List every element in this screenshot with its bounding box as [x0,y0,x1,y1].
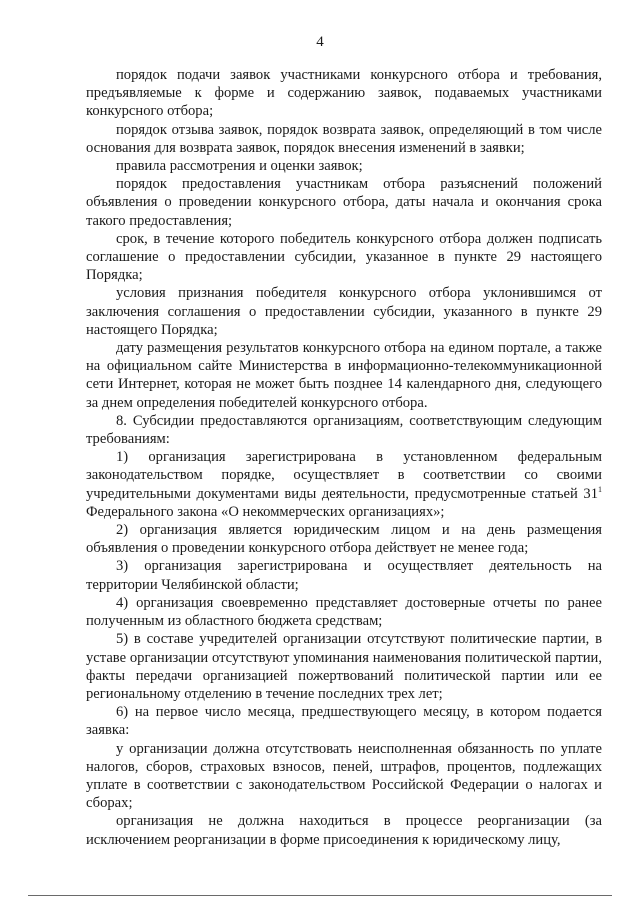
paragraph: условия признания победителя конкурсного отбора уклонившимся от заключения соглашения о предоставлении субсидии, указанного в пункте 29 настоящего Порядка; [86,285,602,338]
paragraph: 8. Субсидии предоставляются организациям, соответствующим следующим требованиям: [86,412,602,448]
requirement-6: 6) на первое число месяца, предшествующего месяцу, в котором подается заявка: [86,704,602,739]
requirement-1-text: 1) организация зарегистрирована в установленном федеральным законодательством порядке, осуществляет в соответствии со своими учредительными документами виды деятельности, предусмотренные статьей 31 [86,449,602,502]
paragraph: организация не должна находиться в процессе реорганизации (за исключением реорганизации в форме присоединения к юридическому лицу, [86,813,602,848]
superscript: 1 [598,484,602,494]
requirement-2: 2) организация является юридическим лицом и на день размещения объявления о проведении конкурсного отбора действует не менее года; [86,522,602,557]
requirement-4: 4) организация своевременно представляет достоверные отчеты по ранее полученным из областного бюджета средствам; [86,594,602,630]
document-body [86,66,602,849]
requirement-3: 3) организация зарегистрирована и осуществляет деятельность на территории Челябинской области; [86,558,602,593]
paragraph: у организации должна отсутствовать неисполненная обязанность по уплате налогов, сборов, страховых взносов, пеней, штрафов, процентов, подлежащих уплате в соответствии с законодательством Российской Федерации о налогах и сборах; [86,740,602,812]
paragraph: правила рассмотрения и оценки заявок; [116,158,363,175]
paragraph: порядок отзыва заявок, порядок возврата заявок, определяющий в том числе основания для возврата заявок, порядок внесения изменений в заявки; [86,121,602,156]
requirement-5: 5) в составе учредителей организации отсутствуют политические партии, в уставе организации отсутствуют упоминания наименования политической партии, факты передачи организацией пожертвований политической партии или ее региональному отделению в течение последних трех лет; [86,631,602,702]
requirement-1-tail: Федерального закона «О некоммерческих организациях»; [86,503,445,520]
requirement-1 [86,448,602,521]
footer-divider [28,895,612,896]
paragraph: дату размещения результатов конкурсного отбора на едином портале, а также на официальном сайте Министерства в информационно-телекоммуникационной сети Интернет, которая не может быть позднее 14 календарного дня, следующего за днем определения победителей конкурсного отбора. [86,340,602,411]
page-number: 4 [316,34,324,50]
paragraph: порядок предоставления участникам отбора разъяснений положений объявления о проведении конкурсного отбора, даты начала и окончания срока такого предоставления; [86,176,602,229]
paragraph: порядок подачи заявок участниками конкурсного отбора и требования, предъявляемые к форме и содержанию заявок, подаваемых участниками конкурсного отбора; [86,67,602,120]
paragraph: срок, в течение которого победитель конкурсного отбора должен подписать соглашение о предоставлении субсидии, указанное в пункте 29 настоящего Порядка; [86,230,602,284]
